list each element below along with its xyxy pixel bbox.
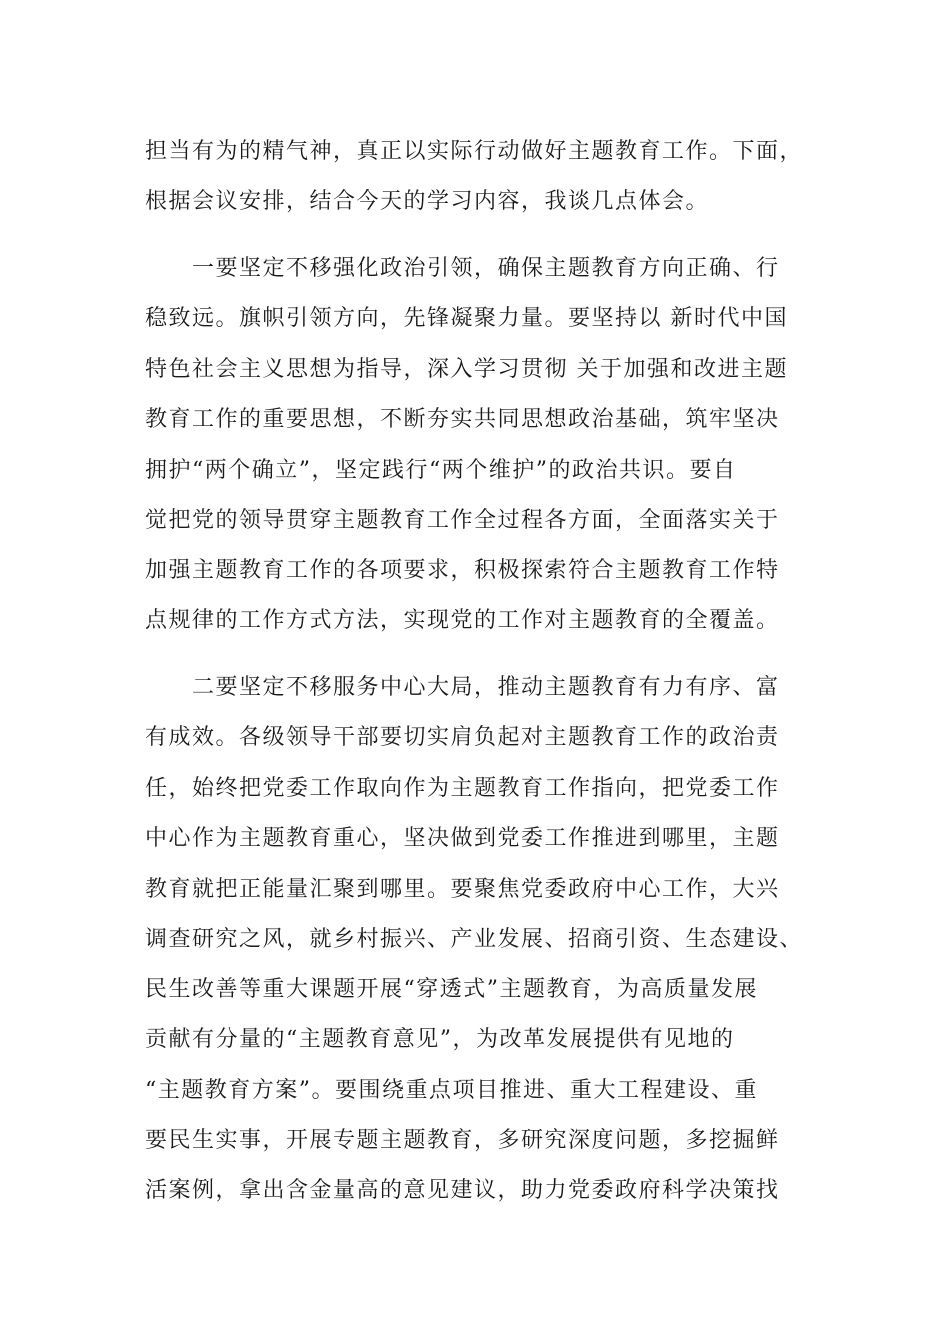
text-line: “主题教育方案”。要围绕重点项目推进、重大工程建设、重	[145, 1078, 758, 1103]
text-line: 特色社会主义思想为指导，深入学习贯彻 关于加强和改进主题	[145, 357, 788, 382]
text-line: 觉把党的领导贯穿主题教育工作全过程各方面，全面落实关于	[145, 508, 780, 533]
text-line: 民生改善等重大课题开展“穿透式”主题教育，为高质量发展	[145, 977, 758, 1002]
text-line: 教育工作的重要思想，不断夯实共同思想政治基础，筑牢坚决	[145, 407, 780, 432]
text-line: 调查研究之风，就乡村振兴、产业发展、招商引资、生态建设、	[145, 927, 804, 952]
text-line: 活案例，拿出含金量高的意见建议，助力党委政府科学决策找	[145, 1178, 780, 1203]
text-line: 点规律的工作方式方法，实现党的工作对主题教育的全覆盖。	[145, 608, 780, 633]
text-line: 中心作为主题教育重心，坚决做到党委工作推进到哪里，主题	[145, 826, 780, 851]
paragraph-1-first-line: 一要坚定不移强化政治引领，确保主题教育方向正确、行	[192, 256, 780, 281]
text-line: 贡献有分量的“主题教育意见”，为改革发展提供有见地的	[145, 1027, 735, 1052]
text-line: 根据会议安排，结合今天的学习内容，我谈几点体会。	[145, 189, 710, 214]
text-line: 教育就把正能量汇聚到哪里。要聚焦党委政府中心工作，大兴	[145, 877, 780, 902]
text-line: 要民生实事，开展专题主题教育，多研究深度问题，多挖掘鲜	[145, 1128, 780, 1153]
text-line: 稳致远。旗帜引领方向，先锋凝聚力量。要坚持以 新时代中国	[145, 306, 788, 331]
paragraph-2-first-line: 二要坚定不移服务中心大局，推动主题教育有力有序、富	[192, 675, 780, 700]
text-line: 有成效。各级领导干部要切实肩负起对主题教育工作的政治责	[145, 725, 780, 750]
text-line: 拥护“两个确立”，坚定践行“两个维护”的政治共识。要自	[145, 458, 737, 483]
text-line: 任，始终把党委工作取向作为主题教育工作指向，把党委工作	[145, 776, 780, 801]
text-line: 担当有为的精气神，真正以实际行动做好主题教育工作。下面，	[145, 139, 804, 164]
text-line: 加强主题教育工作的各项要求，积极探索符合主题教育工作特	[145, 558, 780, 583]
